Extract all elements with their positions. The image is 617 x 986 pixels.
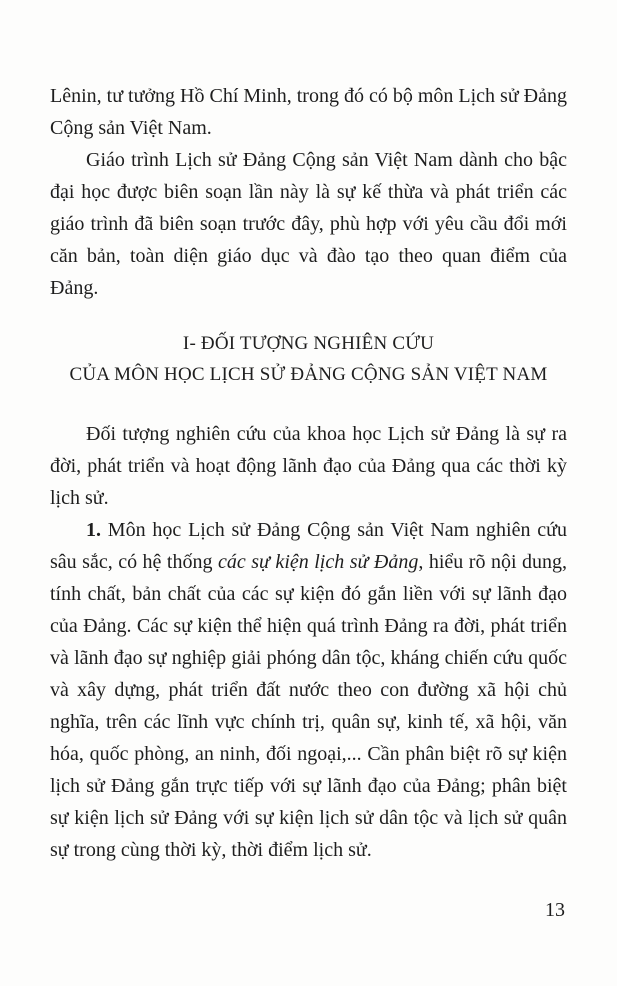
paragraph-continuation: Lênin, tư tưởng Hồ Chí Minh, trong đó có bộ môn Lịch sử Đảng Cộng sản Việt Nam. xyxy=(50,85,567,139)
item-1-text-post: , hiểu rõ nội dung, tính chất, bản chất của các sự kiện đó gắn liền với sự lãnh đạo của Đảng. Các sự kiện thể hiện quá trình Đảng ra đời, phát triển và lãnh đạo sự nghiệp giải phóng dân tộc, kháng chiến cứu quốc và xây dựng, phát triển đất nước theo con đường xã hội chủ nghĩa, trên các lĩnh vực chính trị, quân sự, kinh tế, xã hội, văn hóa, quốc phòng, an ninh, đối ngoại,... Cần phân biệt rõ sự kiện lịch sử Đảng gắn trực tiếp với sự lãnh đạo của Đảng; phân biệt sự kiện lịch sử Đảng với sự kiện lịch sử dân tộc và lịch sử quân sự trong cùng thời kỳ, thời điểm lịch sử. xyxy=(50,551,567,861)
paragraph-item-1 xyxy=(50,514,567,866)
paragraph-object-of-study: Đối tượng nghiên cứu của khoa học Lịch sử Đảng là sự ra đời, phát triển và hoạt động lãnh đạo của Đảng qua các thời kỳ lịch sử. xyxy=(50,423,567,509)
item-1-number: 1. xyxy=(86,519,101,541)
section-heading-line1: I- ĐỐI TƯỢNG NGHIÊN CỨU xyxy=(182,333,435,354)
item-1-text-pre: Môn học Lịch sử Đảng Cộng sản Việt Nam nghiên cứu sâu sắc, có hệ thống xyxy=(50,519,567,573)
section-heading xyxy=(50,328,567,390)
item-1-italic-phrase: các sự kiện lịch sử Đảng xyxy=(218,551,419,573)
paragraph-intro: Giáo trình Lịch sử Đảng Cộng sản Việt Nam dành cho bậc đại học được biên soạn lần này là sự kế thừa và phát triển các giáo trình đã biên soạn trước đây, phù hợp với yêu cầu đổi mới căn bản, toàn diện giáo dục và đào tạo theo quan điểm của Đảng. xyxy=(50,149,567,299)
section-heading-line2: CỦA MÔN HỌC LỊCH SỬ ĐẢNG CỘNG SẢN VIỆT NAM xyxy=(69,364,548,385)
page-number: 13 xyxy=(545,899,565,921)
page-content xyxy=(50,80,567,866)
